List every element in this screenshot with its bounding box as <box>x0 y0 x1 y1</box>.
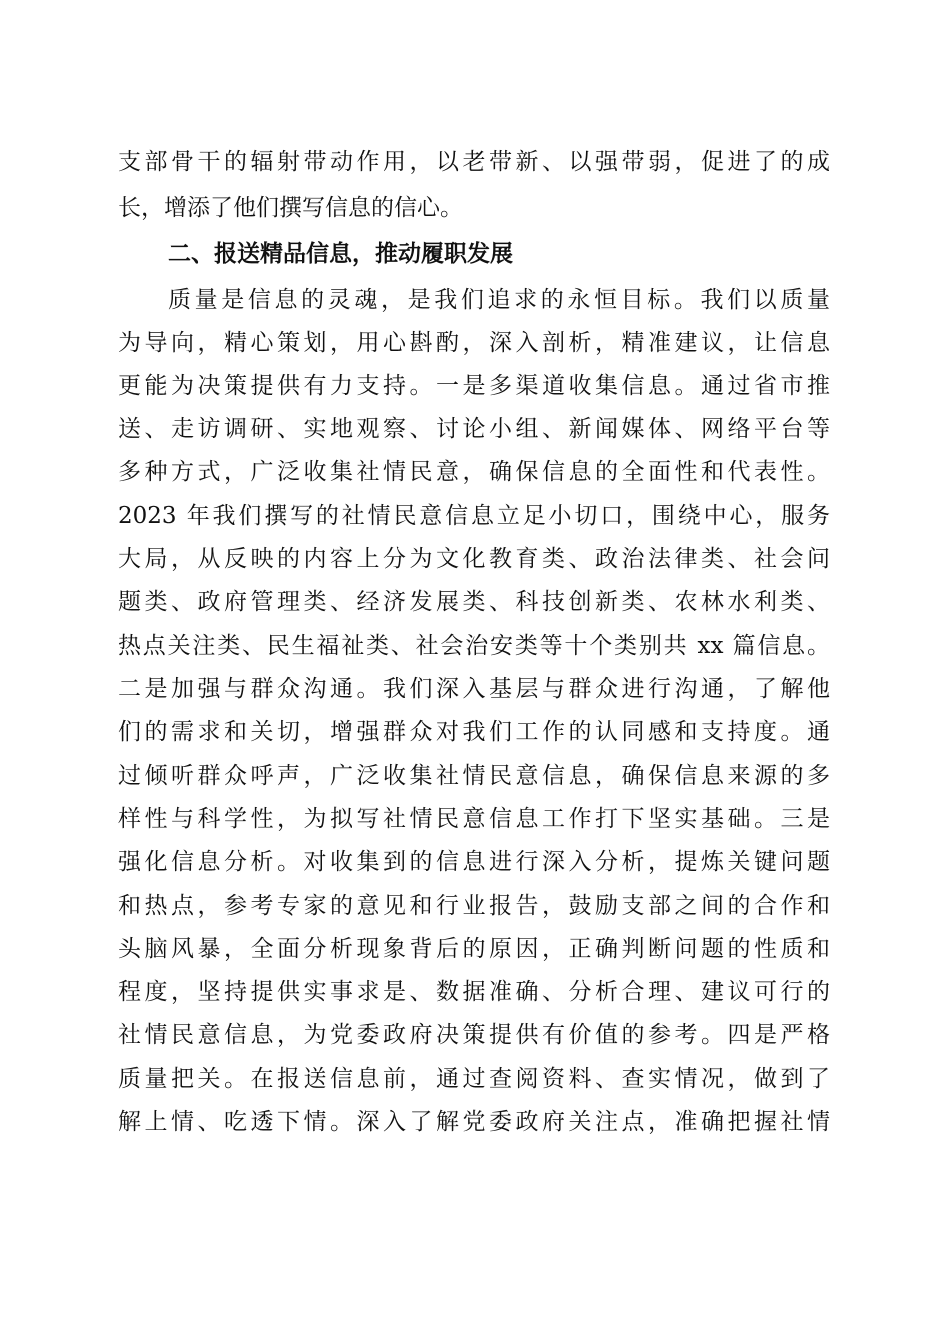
text-line: 长，增添了他们撰写信息的信心。 <box>118 195 463 221</box>
text-line: 社情民意信息，为党委政府决策提供有价值的参考。四是严格 <box>118 1022 830 1048</box>
text-line: 质量是信息的灵魂，是我们追求的永恒目标。我们以质量 <box>168 287 830 313</box>
text-line: 解上情、吃透下情。深入了解党委政府关注点，准确把握社情 <box>118 1109 830 1135</box>
text-line: 题类、政府管理类、经济发展类、科技创新类、农林水利类、 <box>118 589 830 615</box>
text-line: 程度，坚持提供实事求是、数据准确、分析合理、建议可行的 <box>118 979 830 1005</box>
text-line: 2023 年我们撰写的社情民意信息立足小切口，围绕中心，服务 <box>118 503 830 529</box>
text-line: 头脑风暴，全面分析现象背后的原因，正确判断问题的性质和 <box>118 936 830 962</box>
text-line: 送、走访调研、实地观察、讨论小组、新闻媒体、网络平台等 <box>118 416 830 442</box>
text-line: 多种方式，广泛收集社情民意，确保信息的全面性和代表性。 <box>118 459 830 485</box>
text-line: 大局，从反映的内容上分为文化教育类、政治法律类、社会问 <box>118 546 830 572</box>
text-line: 支部骨干的辐射带动作用，以老带新、以强带弱，促进了的成 <box>118 149 830 175</box>
text-line: 更能为决策提供有力支持。一是多渠道收集信息。通过省市推 <box>118 373 830 399</box>
text-line: 和热点，参考专家的意见和行业报告，鼓励支部之间的合作和 <box>118 893 830 919</box>
text-line: 们的需求和关切，增强群众对我们工作的认同感和支持度。通 <box>118 719 830 745</box>
text-line: 热点关注类、民生福祉类、社会治安类等十个类别共 xx 篇信息。 <box>118 633 830 659</box>
text-line: 强化信息分析。对收集到的信息进行深入分析，提炼关键问题 <box>118 849 830 875</box>
text-line: 质量把关。在报送信息前，通过查阅资料、查实情况，做到了 <box>118 1066 830 1092</box>
text-line: 样性与科学性，为拟写社情民意信息工作打下坚实基础。三是 <box>118 806 830 832</box>
text-line: 二是加强与群众沟通。我们深入基层与群众进行沟通，了解他 <box>118 676 830 702</box>
text-line: 为导向，精心策划，用心斟酌，深入剖析，精准建议，让信息 <box>118 330 830 356</box>
text-line: 过倾听群众呼声，广泛收集社情民意信息，确保信息来源的多 <box>118 763 830 789</box>
section-heading: 二、报送精品信息，推动履职发展 <box>168 241 513 267</box>
